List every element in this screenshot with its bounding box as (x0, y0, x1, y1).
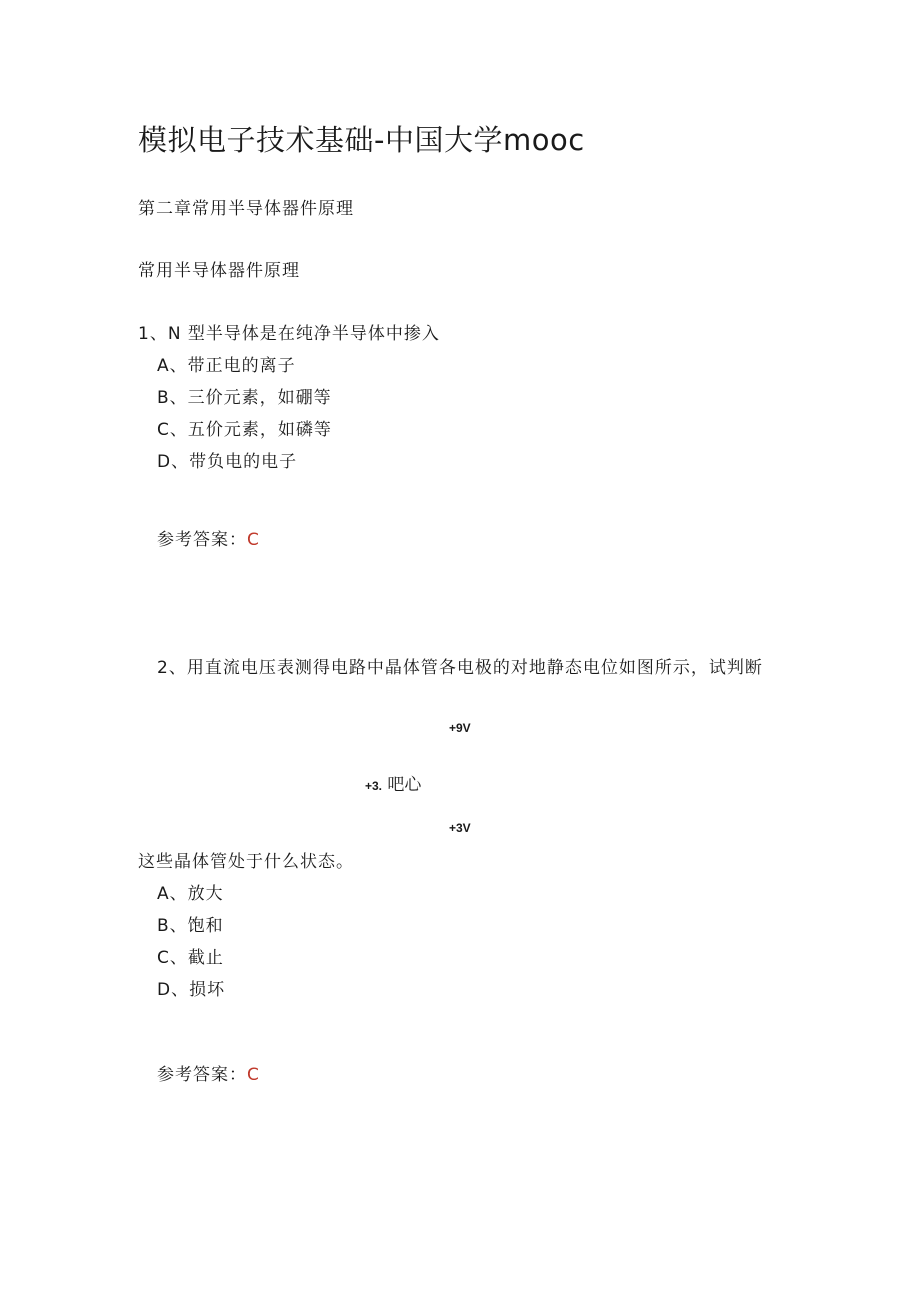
answer-value: C (247, 1065, 260, 1085)
question-2-answer (157, 1060, 260, 1085)
question-2-stem-continued: 这些晶体管处于什么状态。 (138, 852, 354, 872)
answer-label: 参考答案： (157, 530, 247, 550)
chapter-heading: 第二章常用半导体器件原理 (138, 199, 354, 219)
question-1-option-d[interactable]: D、带负电的电子 (157, 452, 298, 472)
figure-middle-prefix: +3. (365, 779, 383, 793)
question-1-option-a[interactable]: A、带正电的离子 (157, 356, 296, 376)
question-1-option-b[interactable]: B、三价元素，如硼等 (157, 388, 332, 408)
question-2-option-d[interactable]: D、损坏 (157, 980, 226, 1000)
question-2-option-b[interactable]: B、饱和 (157, 916, 224, 936)
figure-bottom-voltage: +3V (449, 821, 471, 835)
question-1-answer (157, 525, 260, 550)
question-1-option-c[interactable]: C、五价元素，如磷等 (157, 420, 332, 440)
section-heading: 常用半导体器件原理 (138, 261, 300, 281)
figure-middle-label (365, 770, 421, 795)
question-2-option-c[interactable]: C、截止 (157, 948, 224, 968)
question-1-stem: 1、N 型半导体是在纯净半导体中掺入 (138, 324, 440, 344)
figure-middle-text: 吧心 (387, 775, 422, 795)
document-title: 模拟电子技术基础-中国大学mooc (138, 123, 585, 157)
question-2-stem: 2、用直流电压表测得电路中晶体管各电极的对地静态电位如图所示，试判断 (157, 658, 763, 678)
answer-value: C (247, 530, 260, 550)
figure-top-voltage: +9V (449, 721, 471, 735)
question-2-option-a[interactable]: A、放大 (157, 884, 224, 904)
answer-label: 参考答案： (157, 1065, 247, 1085)
